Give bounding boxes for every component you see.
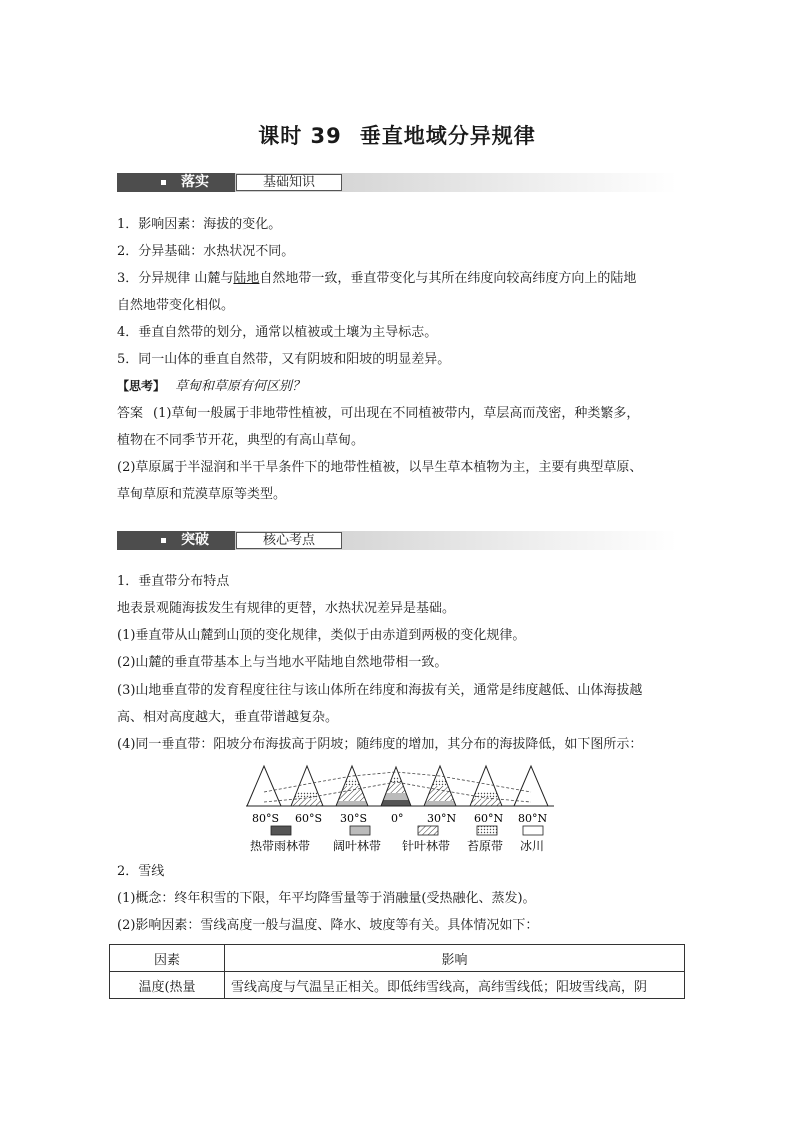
- legend-swatch-rainforest: [271, 826, 291, 835]
- basics-item: 4．垂直自然带的划分，通常以植被或土壤为主导标志。: [117, 325, 438, 340]
- table-cell: 温度(热量: [110, 972, 225, 999]
- page-title: 课时 39 垂直地域分异规律: [258, 124, 536, 148]
- answer-line: (2)草原属于半湿润和半干旱条件下的地带性植被，以旱生草本植物为主，主要有典型草原、: [117, 460, 643, 475]
- legend-swatch-conifer: [418, 826, 438, 835]
- latitude-label: 80°N: [518, 812, 548, 825]
- latitude-label: 30°S: [340, 812, 368, 825]
- basics-item: 2．分异基础：水热状况不同。: [117, 244, 295, 259]
- mountain-30s: [336, 766, 368, 806]
- answer-line: 答案 (1)草甸一般属于非地带性植被，可出现在不同植被带内，草层高而茂密，种类繁多，: [117, 406, 640, 421]
- core-line: (4)同一垂直带：阳坡分布海拔高于阴坡；随纬度的增加，其分布的海拔降低，如下图所示：: [117, 737, 643, 752]
- mountain-30n: [424, 766, 456, 806]
- core-line: (3)山地垂直带的发育程度往往与该山体所在纬度和海拔有关，通常是纬度越低、山体海拔越: [117, 683, 643, 698]
- snow-line: (1)概念：终年积雪的下限，年平均降雪量等于消融量(受热融化、蒸发)。: [117, 891, 536, 906]
- square-bullet-icon: [161, 180, 166, 185]
- vertical-zonation-diagram: [246, 762, 556, 854]
- section-subtitle: 核心考点: [236, 532, 342, 549]
- table-header-row: [110, 945, 685, 972]
- square-bullet-icon: [161, 538, 166, 543]
- mountain-80n: [514, 766, 548, 806]
- latitude-label: 0°: [391, 812, 404, 825]
- core-heading: 1．垂直带分布特点: [117, 574, 230, 589]
- section-tag: 突破: [117, 531, 235, 550]
- latitude-label: 60°S: [295, 812, 323, 825]
- think-question: 【思考】 草甸和草原有何区别？: [117, 379, 306, 394]
- latitude-label: 60°N: [474, 812, 504, 825]
- core-line: (1)垂直带从山麓到山顶的变化规律，类似于由赤道到两极的变化规律。: [117, 628, 526, 643]
- basics-item: 1．影响因素：海拔的变化。: [117, 217, 282, 232]
- legend-swatch-tundra: [477, 826, 497, 835]
- basics-item-rule: 3．分异规律 山麓与陆地自然地带一致，垂直带变化与其所在纬度向较高纬度方向上的陆地: [117, 271, 637, 286]
- basics-item-rule-cont: 自然地带变化相似。: [117, 298, 235, 313]
- snow-heading: 2．雪线: [117, 864, 165, 879]
- latitude-label: 30°N: [427, 812, 457, 825]
- legend-label: 冰川: [520, 839, 545, 853]
- section-tag: 落实: [117, 173, 235, 192]
- snowline-factor-table: [109, 944, 685, 999]
- legend-label: 热带雨林带: [250, 839, 311, 853]
- table-header: 影响: [225, 945, 685, 972]
- mountain-equator: [381, 767, 411, 806]
- snow-line: (2)影响因素：雪线高度一般与温度、降水、坡度等有关。具体情况如下：: [117, 918, 539, 933]
- section-subtitle: 基础知识: [236, 174, 342, 191]
- legend-label: 阔叶林带: [333, 839, 382, 853]
- core-line: (2)山麓的垂直带基本上与当地水平陆地自然地带相一致。: [117, 655, 448, 670]
- table-cell: 雪线高度与气温呈正相关。即低纬雪线高，高纬雪线低；阳坡雪线高，阴: [225, 972, 685, 999]
- section-banner-core: [117, 531, 677, 550]
- legend-label: 针叶林带: [402, 839, 451, 853]
- table-header: 因素: [110, 945, 225, 972]
- basics-item: 5．同一山体的垂直自然带，又有阴坡和阳坡的明显差异。: [117, 352, 451, 367]
- latitude-label: 80°S: [252, 812, 280, 825]
- answer-line: 草甸草原和荒漠草原等类型。: [117, 487, 287, 502]
- core-line: 高、相对高度越大，垂直带谱越复杂。: [117, 710, 339, 725]
- mountain-80s: [247, 766, 281, 806]
- legend-swatch-broadleaf: [350, 826, 370, 835]
- section-banner-basics: [117, 173, 677, 192]
- legend-swatch-glacier: [523, 826, 543, 835]
- answer-line: 植物在不同季节开花，典型的有高山草甸。: [117, 433, 365, 448]
- table-row: [110, 972, 685, 999]
- core-line: 地表景观随海拔发生有规律的更替，水热状况差异是基础。: [117, 601, 456, 616]
- legend-label: 苔原带: [467, 839, 504, 853]
